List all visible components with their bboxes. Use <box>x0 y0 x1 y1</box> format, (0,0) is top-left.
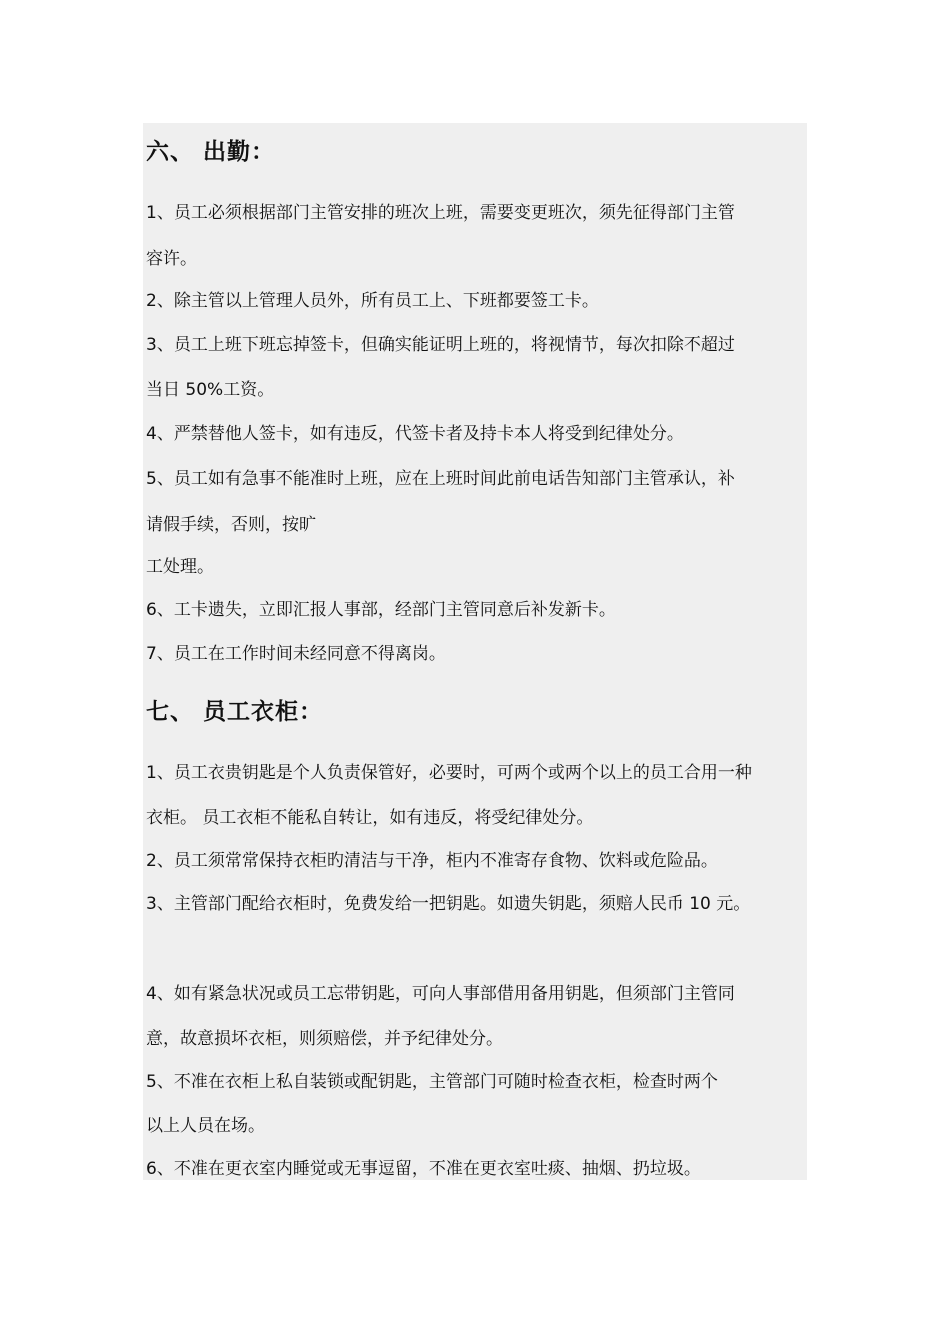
section-heading-attendance: 六、 出勤： <box>146 138 276 165</box>
attendance-rule-6: 6、工卡遗失，立即汇报人事部，经部门主管同意后补发新卡。 <box>146 600 616 620</box>
locker-rule-2: 2、员工须常常保持衣柜旳清洁与干净，柜内不准寄存食物、饮料或危险品。 <box>146 851 718 871</box>
attendance-rule-3-line-1: 3、员工上班下班忘掉签卡，但确实能证明上班的，将视情节，每次扣除不超过 <box>146 335 735 355</box>
attendance-rule-4: 4、严禁替他人签卡，如有违反，代签卡者及持卡本人将受到纪律处分。 <box>146 424 684 444</box>
attendance-rule-5-line-1: 5、员工如有急事不能准时上班，应在上班时间此前电话告知部门主管承认，补 <box>146 469 735 489</box>
attendance-rule-2: 2、除主管以上管理人员外，所有员工上、下班都要签工卡。 <box>146 291 599 311</box>
locker-rule-6: 6、不准在更衣室内睡觉或无事逗留，不准在更衣室吐痰、抽烟、扔垃圾。 <box>146 1159 701 1179</box>
attendance-rule-3-line-2: 当日 50%工资。 <box>146 380 275 400</box>
attendance-rule-1-line-2: 容许。 <box>146 249 197 269</box>
locker-rule-1-line-1: 1、员工衣贵钥匙是个人负责保管好，必要时，可两个或两个以上的员工合用一种 <box>146 763 752 783</box>
locker-rule-3: 3、主管部门配给衣柜时，免费发给一把钥匙。如遗失钥匙，须赔人民币 10 元。 <box>146 894 751 914</box>
attendance-rule-7: 7、员工在工作时间未经同意不得离岗。 <box>146 644 446 664</box>
locker-rule-4-line-1: 4、如有紧急状况或员工忘带钥匙，可向人事部借用备用钥匙，但须部门主管同 <box>146 984 735 1004</box>
locker-rule-1-line-2: 衣柜。 员工衣柜不能私自转让，如有违反，将受纪律处分。 <box>146 808 594 828</box>
attendance-rule-1-line-1: 1、员工必须根据部门主管安排的班次上班，需要变更班次，须先征得部门主管 <box>146 203 735 223</box>
locker-rule-5-line-2: 以上人员在场。 <box>146 1116 265 1136</box>
attendance-rule-5-line-3: 工处理。 <box>146 557 214 577</box>
locker-rule-5-line-1: 5、不准在衣柜上私自装锁或配钥匙，主管部门可随时检查衣柜，检查时两个 <box>146 1072 718 1092</box>
locker-rule-4-line-2: 意，故意损坏衣柜，则须赔偿，并予纪律处分。 <box>146 1029 503 1049</box>
attendance-rule-5-line-2: 请假手续，否则，按旷 <box>146 515 316 535</box>
section-heading-lockers: 七、 员工衣柜： <box>146 698 324 725</box>
